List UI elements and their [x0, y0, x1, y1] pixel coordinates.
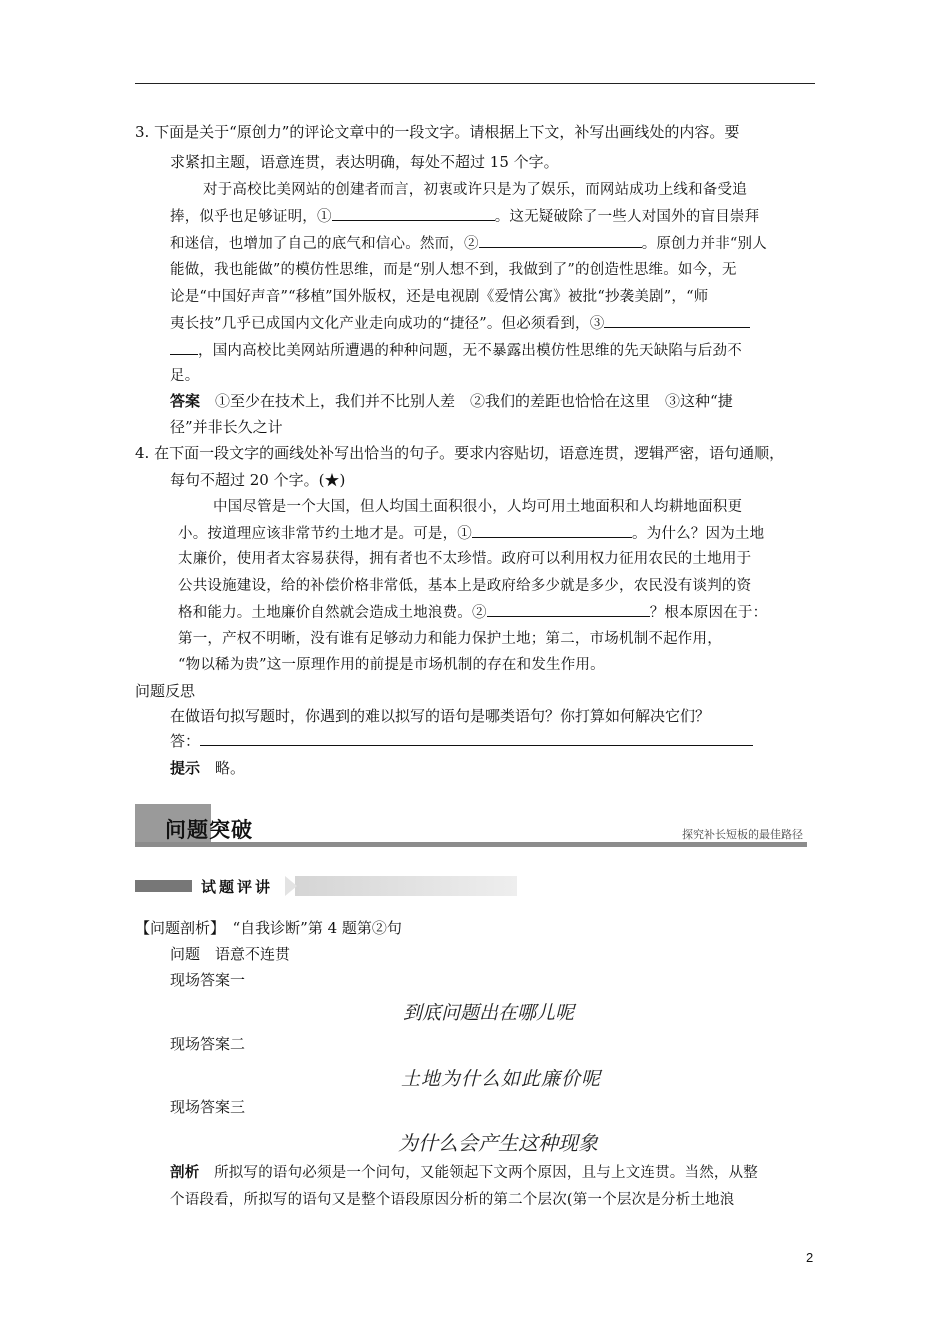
q3-passage-line4: 能做，我也能做”的模仿性思维，而是“别人想不到，我做到了”的创造性思维。如今，无: [170, 262, 737, 278]
q3-passage-line1: 对于高校比美网站的创建者而言，初衷或许只是为了娱乐，而网站成功上线和备受追: [203, 182, 747, 198]
q3-passage-text: 。原创力并非“别人: [641, 236, 767, 252]
problem-text: 语意不连贯: [215, 945, 291, 963]
reflection-hint: [170, 758, 245, 778]
handwritten-answer-2: 土地为什么如此廉价呢: [401, 1068, 602, 1090]
q3-passage-text: 。这无疑破除了一些人对国外的盲目崇拜: [494, 209, 760, 225]
q4-passage-line2: [178, 523, 764, 544]
analysis-label: 剖析: [170, 1164, 200, 1181]
q3-passage-text: 和迷信，也增加了自己的底气和信心。然而，②: [170, 236, 479, 252]
q4-passage-text: 格和能力。土地廉价自然就会造成土地浪费。②: [178, 605, 487, 621]
q4-passage-text: ？根本原因在于：: [649, 605, 768, 621]
q4-stem-line1: 4. 在下面一段文字的画线处补写出恰当的句子。要求内容贴切，语意连贯，逻辑严密，语句通顺，: [135, 444, 785, 462]
q4-blank-2[interactable]: [487, 602, 650, 617]
q4-passage-line7: “物以稀为贵”这一原理作用的前提是市场机制的存在和发生作用。: [178, 657, 605, 673]
q3-answer-line1: [170, 391, 733, 411]
q3-blank-3-cont[interactable]: [170, 340, 198, 355]
subsection-bar: [135, 876, 517, 896]
analysis-line2: 个语段看，所拟写的语句又是整个语段原因分析的第二个层次(第一个层次是分析土地浪: [170, 1192, 735, 1208]
answer2-label: 现场答案二: [170, 1035, 246, 1053]
reflection-answer-label: 答：: [170, 732, 201, 750]
q3-passage-line6: [170, 313, 750, 334]
answer-text: ①至少在技术上，我们并不比别人差 ②我们的差距也恰恰在这里 ③这种“捷: [215, 392, 733, 410]
reflection-answer-line: [170, 731, 753, 751]
q3-passage-line8: 足。: [170, 368, 200, 384]
analysis-ref: 【问题剖析】 “自我诊断”第 4 题第②句: [135, 919, 402, 937]
q3-passage-line7: [170, 340, 742, 361]
problem-label: 问题: [170, 945, 201, 963]
q3-passage-line3: [170, 233, 767, 254]
handwritten-answer-1: 到底问题出在哪儿呢: [403, 1002, 575, 1024]
banner-bar: [135, 842, 807, 847]
q4-passage-text: 。为什么？因为土地: [632, 526, 765, 542]
chevron-right-icon: [285, 876, 297, 896]
analysis-text: 所拟写的语句必须是一个问句，又能领起下文两个原因，且与上文连贯。当然，从整: [214, 1165, 759, 1181]
banner-subtitle: 探究补长短板的最佳路径: [682, 828, 803, 841]
q3-passage-text: 夷长技”几乎已成国内文化产业走向成功的“捷径”。但必须看到，③: [170, 316, 605, 332]
reflection-question: 在做语句拟写题时，你遇到的难以拟写的语句是哪类语句？你打算如何解决它们？: [170, 707, 711, 725]
page-number: 2: [806, 1250, 814, 1265]
analysis-line1: [170, 1163, 758, 1183]
handwritten-answer-3: 为什么会产生这种现象: [398, 1131, 598, 1155]
hint-text: 略。: [215, 759, 246, 777]
banner-title: 问题突破: [165, 818, 253, 842]
q4-passage-text: 小。按道理应该非常节约土地才是。可是，①: [178, 526, 472, 542]
q3-stem-line1: 3. 下面是关于“原创力”的评论文章中的一段文字。请根据上下文，补写出画线处的内容。要: [135, 123, 740, 141]
q3-blank-2[interactable]: [479, 233, 642, 248]
q4-passage-line3: 太廉价，使用者太容易获得，拥有者也不太珍惜。政府可以利用权力征用农民的土地用于: [178, 551, 752, 567]
subsection-label: 试题评讲: [201, 876, 281, 897]
q3-blank-1[interactable]: [332, 206, 495, 221]
q3-passage-text: ，国内高校比美网站所遭遇的种种问题，无不暴露出模仿性思维的先天缺陷与后劲不: [198, 343, 742, 359]
q3-answer-line2: 径”并非长久之计: [170, 418, 283, 436]
q3-passage-text: 捧，似乎也足够证明，①: [170, 209, 332, 225]
q4-passage-line5: [178, 602, 767, 623]
subsection-gradient: [295, 876, 517, 896]
q4-passage-line4: 公共设施建设，给的补偿价格非常低，基本上是政府给多少就是多少，农民没有谈判的资: [178, 578, 752, 594]
reflection-answer-blank[interactable]: [200, 731, 753, 746]
q3-passage-line2: [170, 206, 759, 227]
section-banner: [135, 804, 807, 850]
header-rule: [135, 83, 815, 84]
hint-label: 提示: [170, 759, 201, 777]
q4-passage-line6: 第一，产权不明晰，没有谁有足够动力和能力保护土地；第二，市场机制不起作用，: [178, 631, 722, 647]
q4-blank-1[interactable]: [472, 523, 632, 538]
answer3-label: 现场答案三: [170, 1098, 246, 1116]
q4-passage-line1: 中国尽管是一个大国，但人均国土面积很小，人均可用土地面积和人均耕地面积更: [213, 499, 743, 515]
analysis-problem: [170, 944, 290, 964]
q3-stem-line2: 求紧扣主题，语意连贯，表达明确，每处不超过 15 个字。: [170, 153, 559, 171]
answer1-label: 现场答案一: [170, 971, 246, 989]
answer-label: 答案: [170, 392, 201, 410]
q3-passage-line5: 论是“中国好声音”“移植”国外版权，还是电视剧《爱情公寓》被批“抄袭美剧”，“师: [170, 289, 709, 305]
q3-blank-3[interactable]: [604, 313, 750, 328]
q4-stem-line2: 每句不超过 20 个字。(★): [170, 471, 346, 489]
subsection-dark-block: [135, 880, 192, 892]
reflection-heading: 问题反思: [135, 682, 196, 700]
